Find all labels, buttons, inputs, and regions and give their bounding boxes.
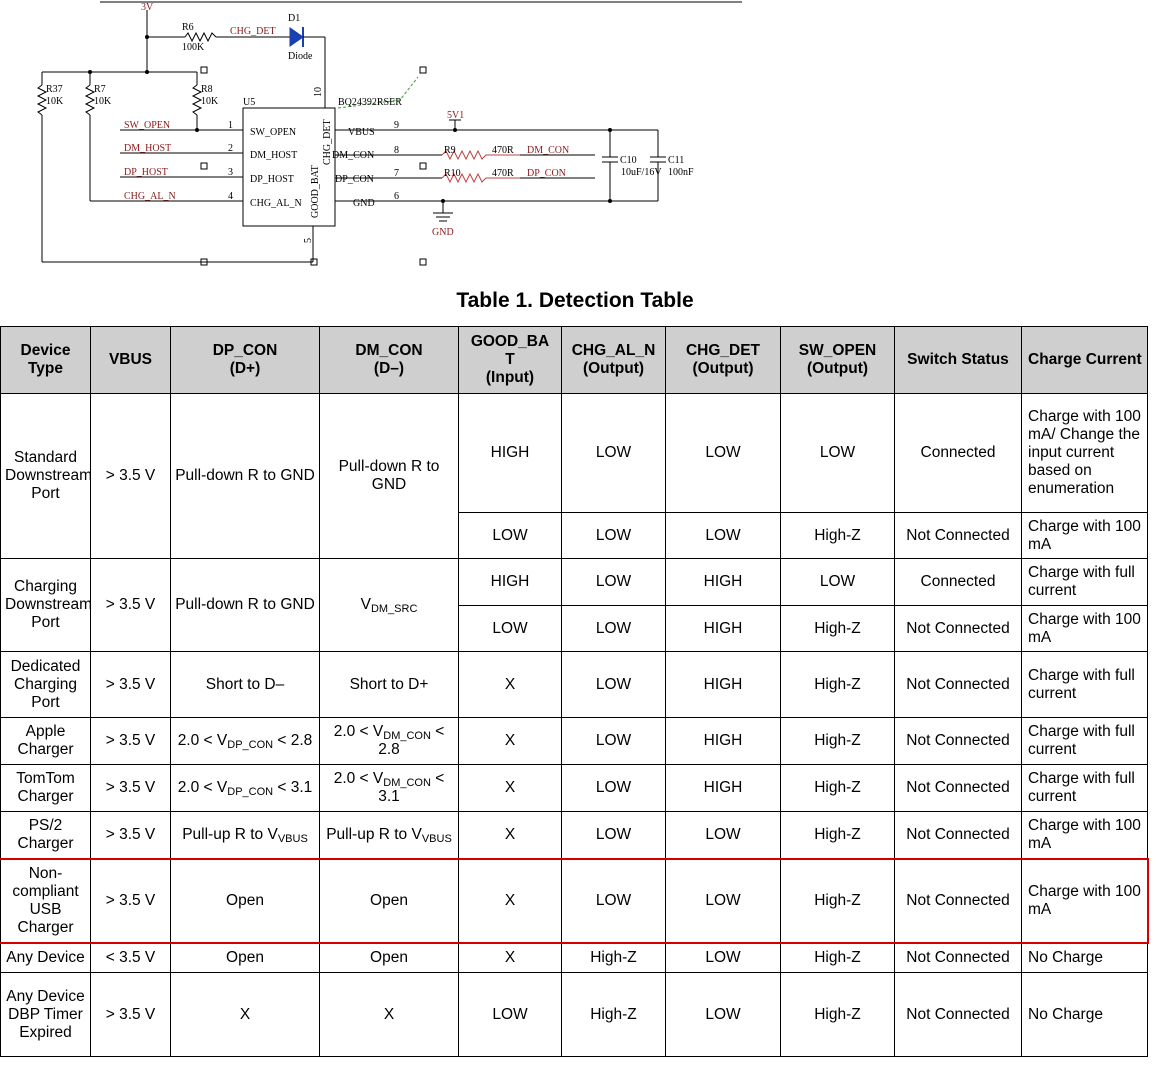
cell-dp: Pull-up R to $V_{VBUS}$: [171, 812, 320, 859]
cell-charge: Charge with 100 mA: [1022, 859, 1148, 943]
net-sw-open: SW_OPEN: [124, 120, 171, 131]
cell-dm: $2.0 < V_{DM\_CON} < 3.1$: [320, 765, 459, 812]
cell-good-bat: X: [459, 765, 562, 812]
cell-charge: Charge with full current: [1022, 718, 1148, 765]
pin3-name: DP_HOST: [250, 174, 294, 185]
cell-good-bat: X: [459, 859, 562, 943]
cell-chg-al-n: LOW: [562, 812, 666, 859]
pin7-name: DP_CON: [335, 174, 374, 185]
col-dp-con: DP_CON (D+): [171, 327, 320, 394]
net-dp-con: DP_CON: [527, 168, 566, 179]
cell-sw-open: High-Z: [781, 513, 895, 559]
cell-switch: Not Connected: [895, 973, 1022, 1057]
cell-sw-open: High-Z: [781, 718, 895, 765]
cell-chg-det: LOW: [666, 394, 781, 513]
net-chg-det-top: CHG_DET: [230, 26, 276, 37]
net-dm-con: DM_CON: [527, 145, 570, 156]
cell-switch: Not Connected: [895, 812, 1022, 859]
r9-ref: R9: [444, 145, 456, 156]
cell-chg-al-n: High-Z: [562, 943, 666, 973]
cell-good-bat: X: [459, 943, 562, 973]
r6-value: 100K: [182, 42, 205, 53]
col-sw-open: SW_OPEN (Output): [781, 327, 895, 394]
pin3-num: 3: [228, 167, 233, 178]
pin4-num: 4: [228, 191, 233, 202]
cell-switch: Not Connected: [895, 943, 1022, 973]
cell-charge: Charge with full current: [1022, 559, 1148, 606]
cell-device: Dedicated Charging Port: [1, 652, 91, 718]
cell-vbus: < 3.5 V: [91, 943, 171, 973]
r37-ref: R37: [46, 84, 63, 95]
cell-switch: Not Connected: [895, 718, 1022, 765]
cell-vbus: > 3.5 V: [91, 652, 171, 718]
r8-value: 10K: [201, 96, 219, 107]
cell-dm: Short to D+: [320, 652, 459, 718]
cell-chg-det: LOW: [666, 812, 781, 859]
r37-value: 10K: [46, 96, 64, 107]
table-row-dcp: [1, 652, 1148, 718]
col-charge-current: Charge Current: [1022, 327, 1148, 394]
c10-ref: C10: [620, 155, 637, 166]
u5-ref: U5: [243, 97, 256, 108]
cell-charge: Charge with 100 mA: [1022, 606, 1148, 652]
r9-value: 470R: [492, 145, 514, 156]
pin7-num: 7: [394, 168, 399, 179]
cell-dp: Open: [171, 943, 320, 973]
cell-dp: X: [171, 973, 320, 1057]
cell-sw-open: LOW: [781, 559, 895, 606]
cell-dp: Pull-down R to GND: [171, 559, 320, 652]
cell-vbus: > 3.5 V: [91, 812, 171, 859]
cell-switch: Not Connected: [895, 859, 1022, 943]
cell-charge: No Charge: [1022, 973, 1148, 1057]
supply-3v-label: 3V: [141, 2, 154, 13]
schematic-diagram: [0, 0, 1163, 275]
cell-switch: Connected: [895, 559, 1022, 606]
cell-chg-al-n: LOW: [562, 652, 666, 718]
col-chg-det: CHG_DET (Output): [666, 327, 781, 394]
cell-device: TomTom Charger: [1, 765, 91, 812]
cell-charge: Charge with full current: [1022, 765, 1148, 812]
c11-ref: C11: [668, 155, 685, 166]
net-gnd: GND: [432, 227, 454, 238]
pin8-num: 8: [394, 145, 399, 156]
cell-sw-open: High-Z: [781, 606, 895, 652]
table-row-ps2: [1, 812, 1148, 859]
net-chg-al-n: CHG_AL_N: [124, 191, 176, 202]
pin9-num: 9: [394, 120, 399, 131]
pin5-num: 5: [303, 238, 314, 243]
cell-device: Standard Downstream Port: [1, 394, 91, 559]
cell-dp: Open: [171, 859, 320, 943]
cell-good-bat: LOW: [459, 606, 562, 652]
cell-sw-open: High-Z: [781, 859, 895, 943]
cell-chg-det: HIGH: [666, 765, 781, 812]
cell-chg-det: HIGH: [666, 559, 781, 606]
cell-vbus: > 3.5 V: [91, 859, 171, 943]
cell-vbus: > 3.5 V: [91, 973, 171, 1057]
cell-vbus: > 3.5 V: [91, 765, 171, 812]
r6-ref: R6: [182, 22, 194, 33]
d1-ref: D1: [288, 13, 301, 24]
cell-chg-det: HIGH: [666, 718, 781, 765]
col-chg-al-n: CHG_AL_N (Output): [562, 327, 666, 394]
cell-switch: Not Connected: [895, 513, 1022, 559]
cell-dm: X: [320, 973, 459, 1057]
table-row-cdp: [1, 559, 1148, 606]
cell-device: Any Device: [1, 943, 91, 973]
r10-ref: R10: [444, 168, 461, 179]
cell-dm: Open: [320, 859, 459, 943]
pin10-num: 10: [313, 87, 324, 97]
cell-charge: Charge with 100 mA/ Change the input current based on enumeration: [1022, 394, 1148, 513]
header-row: [1, 327, 1148, 394]
r8-ref: R8: [201, 84, 213, 95]
cell-good-bat: HIGH: [459, 394, 562, 513]
cell-device: Any Device DBP Timer Expired: [1, 973, 91, 1057]
cell-dp: $2.0 < V_{DP\_CON} < 2.8$: [171, 718, 320, 765]
cell-good-bat: HIGH: [459, 559, 562, 606]
col-vbus: VBUS: [91, 327, 171, 394]
net-dp-host: DP_HOST: [124, 167, 168, 178]
col-switch-status: Switch Status: [895, 327, 1022, 394]
cell-vbus: > 3.5 V: [91, 718, 171, 765]
net-5v1: 5V1: [447, 110, 465, 121]
table-row-tomtom: [1, 765, 1148, 812]
cell-dp: $2.0 < V_{DP\_CON} < 3.1$: [171, 765, 320, 812]
cell-chg-det: HIGH: [666, 652, 781, 718]
pin6-name: GND: [353, 198, 375, 209]
table-row-dbp: [1, 973, 1148, 1057]
cell-good-bat: X: [459, 812, 562, 859]
col-device-type: Device Type: [1, 327, 91, 394]
cell-chg-al-n: LOW: [562, 718, 666, 765]
pin4-name: CHG_AL_N: [250, 198, 302, 209]
cell-chg-al-n: LOW: [562, 606, 666, 652]
cell-good-bat: X: [459, 718, 562, 765]
cell-charge: No Charge: [1022, 943, 1148, 973]
cell-chg-al-n: LOW: [562, 513, 666, 559]
cell-charge: Charge with full current: [1022, 652, 1148, 718]
cell-sw-open: LOW: [781, 394, 895, 513]
cell-dm: $2.0 < V_{DM\_CON} < 2.8$: [320, 718, 459, 765]
cell-chg-al-n: LOW: [562, 859, 666, 943]
cell-chg-det: HIGH: [666, 606, 781, 652]
c11-value: 100nF: [668, 167, 694, 178]
cell-charge: Charge with 100 mA: [1022, 513, 1148, 559]
pin9-name: VBUS: [348, 127, 375, 138]
r7-value: 10K: [94, 96, 112, 107]
pin6-num: 6: [394, 191, 399, 202]
cell-good-bat: LOW: [459, 513, 562, 559]
table-row-sdp: [1, 394, 1148, 513]
pin2-num: 2: [228, 143, 233, 154]
cell-device: Apple Charger: [1, 718, 91, 765]
cell-dp: Pull-down R to GND: [171, 394, 320, 559]
cell-switch: Not Connected: [895, 606, 1022, 652]
cell-chg-al-n: LOW: [562, 765, 666, 812]
pin1-num: 1: [228, 120, 233, 131]
cell-device: PS/2 Charger: [1, 812, 91, 859]
cell-chg-al-n: LOW: [562, 559, 666, 606]
cell-device: Charging Downstream Port: [1, 559, 91, 652]
cell-chg-det: LOW: [666, 973, 781, 1057]
cell-chg-det: LOW: [666, 513, 781, 559]
r7-ref: R7: [94, 84, 106, 95]
cell-vbus: > 3.5 V: [91, 559, 171, 652]
col-dm-con: DM_CON (D–): [320, 327, 459, 394]
cell-sw-open: High-Z: [781, 973, 895, 1057]
cell-sw-open: High-Z: [781, 765, 895, 812]
u5-part: BQ24392RSER: [338, 97, 402, 108]
col-good-bat: GOOD_BA T (Input): [459, 327, 562, 394]
cell-switch: Not Connected: [895, 765, 1022, 812]
cell-dm: Pull-down R to GND: [320, 394, 459, 559]
cell-dm: Open: [320, 943, 459, 973]
pin-chg-det-name: CHG_DET: [322, 119, 333, 165]
table-row-any: [1, 943, 1148, 973]
cell-charge: Charge with 100 mA: [1022, 812, 1148, 859]
cell-vbus: > 3.5 V: [91, 394, 171, 559]
cell-switch: Not Connected: [895, 652, 1022, 718]
cell-chg-al-n: High-Z: [562, 973, 666, 1057]
detection-table: [0, 326, 1149, 1057]
cell-dm: Pull-up R to $V_{VBUS}$: [320, 812, 459, 859]
pin-good-bat-name: GOOD_BAT: [310, 165, 321, 218]
cell-sw-open: High-Z: [781, 652, 895, 718]
cell-chg-al-n: LOW: [562, 394, 666, 513]
r10-value: 470R: [492, 168, 514, 179]
cell-sw-open: High-Z: [781, 812, 895, 859]
table-title: Table 1. Detection Table: [456, 289, 694, 312]
cell-dm: $V_{DM\_SRC}$: [320, 559, 459, 652]
net-dm-host: DM_HOST: [124, 143, 172, 154]
pin1-name: SW_OPEN: [250, 127, 297, 138]
cell-chg-det: LOW: [666, 943, 781, 973]
pin8-name: DM_CON: [332, 150, 375, 161]
cell-switch: Connected: [895, 394, 1022, 513]
cell-good-bat: LOW: [459, 973, 562, 1057]
cell-good-bat: X: [459, 652, 562, 718]
cell-chg-det: LOW: [666, 859, 781, 943]
table-row-apple: [1, 718, 1148, 765]
c10-value: 10uF/16V: [621, 167, 662, 178]
table-row-noncompliant: [1, 859, 1148, 943]
pin2-name: DM_HOST: [250, 150, 298, 161]
cell-dp: Short to D–: [171, 652, 320, 718]
d1-label: Diode: [288, 51, 313, 62]
cell-sw-open: High-Z: [781, 943, 895, 973]
cell-device: Non-compliant USB Charger: [1, 859, 91, 943]
